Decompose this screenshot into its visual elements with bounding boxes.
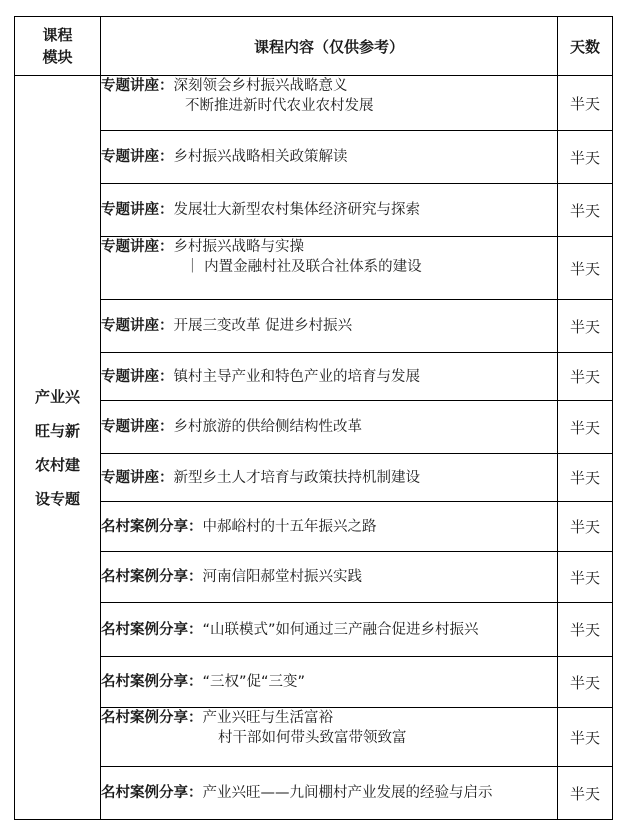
header-module [15, 17, 101, 76]
course-content [101, 131, 558, 184]
course-type-label: 专题讲座： [101, 419, 174, 435]
course-title: 发展壮大新型农村集体经济研究与探索 [173, 202, 420, 218]
course-content [101, 300, 558, 353]
course-content [101, 401, 558, 454]
course-content [101, 76, 558, 131]
course-days: 半天 [558, 657, 613, 708]
course-row [15, 603, 613, 657]
module-name-line: 旺与新 [34, 421, 80, 440]
course-title: 产业兴旺与生活富裕 [202, 710, 333, 726]
course-type-label: 名村案例分享： [101, 674, 203, 690]
course-days: 半天 [558, 237, 613, 300]
header-row [15, 17, 613, 76]
course-days: 半天 [558, 502, 613, 552]
course-title: 镇村主导产业和特色产业的培育与发展 [173, 368, 420, 385]
course-content [101, 657, 558, 708]
course-type-label: 专题讲座： [101, 78, 174, 94]
course-title: 乡村振兴战略相关政策解读 [173, 149, 348, 165]
course-days: 半天 [558, 131, 613, 184]
course-row [15, 237, 613, 300]
course-row [15, 131, 613, 184]
course-row [15, 708, 613, 767]
course-row [15, 300, 613, 353]
header-content: 课程内容（仅供参考） [101, 17, 558, 76]
course-title: 开展三变改革 促进乡村振兴 [173, 318, 353, 334]
course-days: 半天 [558, 603, 613, 657]
course-title: 乡村振兴战略与实操 [173, 239, 304, 255]
course-content [101, 767, 558, 820]
course-row [15, 76, 613, 131]
course-title: 乡村旅游的供给侧结构性改革 [173, 419, 362, 435]
header-days: 天数 [558, 17, 613, 76]
course-content [101, 454, 558, 502]
course-row [15, 454, 613, 502]
course-row [15, 502, 613, 552]
course-days: 半天 [558, 184, 613, 237]
course-title: “三权”促“三变” [202, 674, 306, 690]
course-type-label: 名村案例分享： [101, 518, 203, 535]
header-module-line2: 模块 [42, 48, 73, 66]
course-title: 中郝峪村的十五年振兴之路 [202, 518, 377, 535]
course-row [15, 184, 613, 237]
module-name-line: 产业兴 [34, 387, 80, 406]
course-content [101, 353, 558, 401]
course-content [101, 502, 558, 552]
course-content [101, 708, 558, 767]
course-type-label: 专题讲座： [101, 239, 174, 255]
course-title: 新型乡土人才培育与政策扶持机制建设 [173, 469, 420, 486]
course-days: 半天 [558, 767, 613, 820]
course-days: 半天 [558, 76, 613, 131]
course-subtitle: 不断推进新时代农业农村发展 [185, 98, 374, 114]
module-name-line: 农村建 [34, 455, 80, 474]
header-module-line1: 课程 [42, 26, 73, 44]
course-type-label: 名村案例分享： [101, 569, 203, 585]
course-row [15, 657, 613, 708]
course-title: “山联模式”如何通过三产融合促进乡村振兴 [202, 621, 479, 638]
course-type-label: 专题讲座： [101, 469, 174, 486]
course-type-label: 名村案例分享： [101, 621, 203, 638]
course-type-label: 名村案例分享： [101, 785, 203, 801]
course-days: 半天 [558, 353, 613, 401]
course-content [101, 237, 558, 300]
course-row [15, 552, 613, 603]
course-days: 半天 [558, 300, 613, 353]
course-row [15, 767, 613, 820]
course-content [101, 184, 558, 237]
course-type-label: 专题讲座： [101, 318, 174, 334]
course-content [101, 552, 558, 603]
course-title: 产业兴旺——九间棚村产业发展的经验与启示 [202, 785, 493, 801]
course-type-label: 专题讲座： [101, 368, 174, 385]
course-type-label: 专题讲座： [101, 149, 174, 165]
course-days: 半天 [558, 552, 613, 603]
course-content [101, 603, 558, 657]
course-type-label: 专题讲座： [101, 202, 174, 218]
course-row [15, 353, 613, 401]
course-title: 深刻领会乡村振兴战略意义 [173, 78, 348, 94]
course-subtitle: ｜ 内置金融村社及联合社体系的建设 [185, 259, 422, 275]
module-name [15, 76, 101, 820]
module-name-line: 设专题 [34, 489, 80, 508]
course-days: 半天 [558, 401, 613, 454]
course-days: 半天 [558, 708, 613, 767]
course-days: 半天 [558, 454, 613, 502]
course-type-label: 名村案例分享： [101, 710, 203, 726]
course-table [14, 16, 613, 820]
course-title: 河南信阳郝堂村振兴实践 [202, 569, 362, 585]
course-subtitle: 村干部如何带头致富带领致富 [218, 730, 407, 746]
course-row [15, 401, 613, 454]
